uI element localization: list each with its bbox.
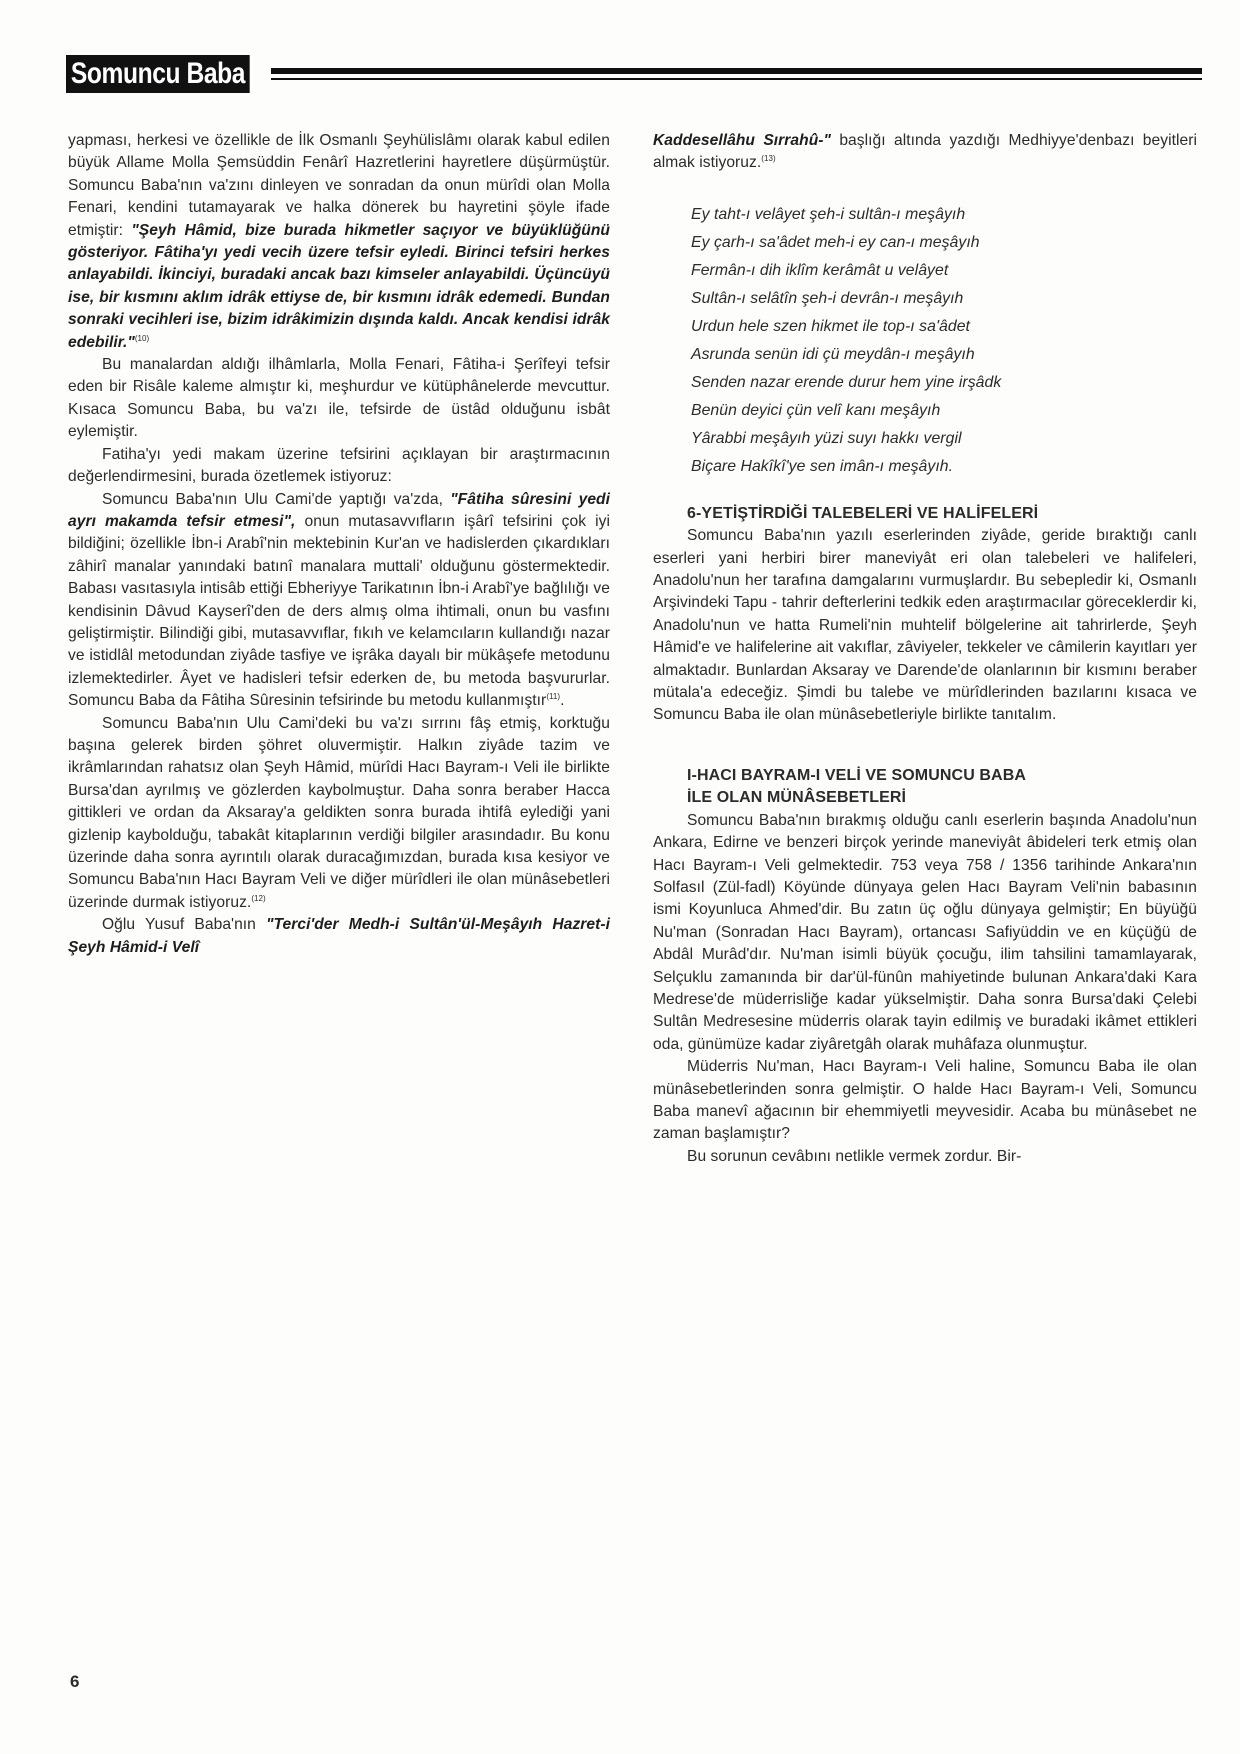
footnote-ref: (11) [546,691,561,701]
subsection-heading-line-2: İLE OLAN MÜNÂSEBETLERİ [687,789,907,807]
poem-line: Fermân-ı dih iklîm kerâmât u velâyet [691,261,949,279]
header-title: Somuncu Baba [66,55,250,93]
title-quote: Kaddesellâhu Sırrahû-" [653,132,831,149]
molla-fenari-quote: "Şeyh Hâmid, bize burada hikmetler saçıyor ve büyüklüğünü gösteriyor. Fâtiha'yı yedi vecih üzere tefsir eyledi. Birinci tefsiri herkes anlayabildi. İkinciyi, buradaki ancak bazı kimseler anlayabildi. Üçüncüyü ise, bir kısmını aklım idrâk ettiyse de, bir kısmını idrâk edemedi. Bundan sonraki vecihleri ise, bizim idrâkimizin dışında kaldı. Ancak kendisi idrâk edebilir." [68,221,610,351]
header-rule-thin [271,78,1202,80]
terci-quote: "Terci'der Medh-i Sultân'ül-Meşâyıh Hazret-i Şeyh Hâmid-i Velî [68,916,610,956]
subsection-heading-line-1: I-HACI BAYRAM-I VELİ VE SOMUNCU BABA [687,766,1027,784]
left-column [68,130,610,959]
left-paragraph-6: Oğlu Yusuf Baba'nın "Terci'der Medh-i Sultân'ül-Meşâyıh Hazret-i Şeyh Hâmid-i Velî [68,916,610,956]
left-paragraph-1: yapması, herkesi ve özellikle de İlk Osmanlı Şeyhülislâmı olarak kabul edilen büyük Allame Molla Şemsüddin Fenârî Hazretlerini hayretlere düşürmüştür. Somuncu Baba'nın va'zını dinleyen ve sonradan da onun mürîdi olan Molla Fenari, kendini tutamayarak ve halka dönerek bu hayretini şöyle ifade etmiştir: "Şeyh Hâmid, bize burada hikmetler saçıyor ve büyüklüğünü gösteriyor. Fâtiha'yı yedi vecih üzere tefsir eyledi. Birinci tefsiri herkes anlayabildi. İkinciyi, buradaki ancak bazı kimseler anlayabildi. Üçüncüyü ise, bir kısmını aklım idrâk ettiyse de, bir kısmını idrâk edemedi. Bundan sonraki vecihleri ise, bizim idrâkimizin dışında kaldı. Ancak kendisi idrâk edebilir."$^{(10)}$ [68,132,610,351]
fatiha-quote: "Fâtiha sûresini yedi ayrı makamda tefsir etmesi", [68,490,610,530]
section-heading: 6-YETİŞTİRDİĞİ TALEBELERİ VE HALİFELERİ [687,504,1039,522]
poem-line: Senden nazar erende durur hem yine irşâdk [691,373,1002,391]
left-paragraph-5: Somuncu Baba'nın Ulu Cami'deki bu va'zı sırrını fâş etmiş, korktuğu başına gelerek birden şöhret oluvermiştir. Halkın ziyâde tazim ve ikrâmlarından rahatsız olan Şeyh Hâmid, mürîdi Hacı Bayram-ı Veli ile birlikte Bursa'dan ayrılmış ve gözlerden kaybolmuştur. Daha sonra beraber Hacca gittikleri ve ordan da Aksaray'a geldikten sonra burada ihtifâ eylediği yani gizlenip kaybolduğu, tabakât kitaplarının verdiği bilgiler arasındadır. Bu konu üzerinde daha sonra ayrıntılı olarak duracağımızdan, burada kısa kesiyor ve Somuncu Baba'nın Hacı Bayram Veli ve diğer mürîdleri ile olan münâsebetleri üzerinde durmak istiyoruz.$^{(12)}$ [68,714,610,911]
poem-line: Biçare Hakîkî'ye sen imân-ı meşâyıh. [691,457,954,475]
right-paragraph-5: Bu sorunun cevâbını netlikle vermek zordur. Bir- [687,1147,1022,1165]
poem [691,201,1197,481]
page-number: 6 [70,1672,80,1691]
poem-line: Benün deyici çün velî kanı meşâyıh [691,401,941,419]
left-paragraph-2: Bu manalardan aldığı ilhâmlarla, Molla Fenari, Fâtiha-i Şerîfeyi tefsir eden bir Risâle kaleme almıştır ki, meşhurdur ve kütüphânelerde mevcuttur. Kısaca Somuncu Baba, bu va'zı ile, tefsirde de üstâd olduğunu isbât eylemiştir. [68,356,610,441]
running-header [66,52,1202,96]
left-paragraph-4: Somuncu Baba'nın Ulu Cami'de yaptığı va'zda, "Fâtiha sûresini yedi ayrı makamda tefsir etmesi", onun mutasavvıfların işârî tefsirini çok iyi bildiğini; özellikle İbn-i Arabî'nin mektebinin Kur'an ve hadislerden çıkardıkları zâhirî manalar yanındaki batınî manalara muttali' olduğunu göstermektedir. Babası vasıtasıyla intisâb ettiği Ebheriyye Tarikatının İbn-i Arabî'ye bağlılığı ve kendisinin Dâvud Kayserî'den de ders almış olma ihtimali, onun bu vasfını geliştirmiştir. Bilindiği gibi, mutasavvıflar, fıkıh ve kelamcıların kullandığı nazar ve istidlâl metodundan ziyâde tasfiye ve işrâka dayalı bir mükâşefe metodunu izlemektedirler. Âyet ve hadisleri tefsir ederken de, bu metoda başvururlar. Somuncu Baba da Fâtiha Sûresinin tefsirinde bu metodu kullanmıştır$^{(11)}$. [68,490,610,710]
poem-line: Ey çarh-ı sa'âdet meh-i ey can-ı meşâyıh [691,233,980,251]
right-paragraph-3: Somuncu Baba'nın bırakmış olduğu canlı eserlerin başında Anadolu'nun Ankara, Edirne ve benzeri birçok yerinde maneviyât âbideleri terk etmiş olan Hacı Bayram-ı Veli gelmektedir. 753 veya 758 / 1356 tarihinde Ankara'nın Solfasıl (Zül-fadl) Köyünde dünyaya gelen Hacı Bayram Veli'nin babasının ismi Koyunluca Ahmed'dir. Bu zatın üç oğlu dünyaya gelmiştir; En büyüğü Nu'man (Sonradan Hacı Bayram), ortancası Safiyüddin ve en küçüğü de Abdâl Murâd'dır. Nu'man isimli büyük çocuğu, ilim tahsilini tamamlayarak, Selçuklu zamanında bir dar'ül-fünûn mahiyetinde bulunan Ankara'daki Kara Medrese'de müderrisliğe kadar yükselmiştir. Daha sonra Bursa'daki Çelebi Sultân Medresesine müderris olarak tayin edilmiş ve buradaki ikâmet ettikleri oda, günümüze kadar ziyâretgâh olarak muhâfaza olunmuştur. [653,811,1197,1053]
poem-line: Asrunda senün idi çü meydân-ı meşâyıh [691,345,975,363]
footnote-ref: (13) [761,154,776,164]
right-column [653,130,1197,1168]
left-paragraph-3: Fatiha'yı yedi makam üzerine tefsirini açıklayan bir araştırmacının değerlendirmesini, burada özetlemek istiyoruz: [68,445,610,486]
poem-line: Urdun hele szen hikmet ile top-ı sa'âdet [691,317,970,335]
poem-line: Sultân-ı selâtîn şeh-i devrân-ı meşâyıh [691,289,964,307]
header-rule [271,68,1202,74]
poem-line: Ey taht-ı velâyet şeh-i sultân-ı meşâyıh [691,205,966,223]
footnote-ref: (12) [251,893,266,903]
right-paragraph-4: Müderris Nu'man, Hacı Bayram-ı Veli haline, Somuncu Baba ile olan münâsebetlerinden sonra gelmiştir. O halde Hacı Bayram-ı Veli, Somuncu Baba manevî ağacının bir ehemmiyetli meyvesidir. Acaba bu münâsebet ne zaman başlamıştır? [653,1058,1197,1143]
footnote-ref: (10) [134,333,150,343]
poem-line: Yârabbi meşâyıh yüzi suyı hakkı vergil [691,429,962,447]
right-paragraph-1: Kaddesellâhu Sırrahû-" başlığı altında yazdığı Medhiyye'denbazı beyitleri almak istiyoruz.$^{(13)}$ [653,132,1197,172]
right-paragraph-2: Somuncu Baba'nın yazılı eserlerinden ziyâde, geride bıraktığı canlı eserleri yani herbiri birer maneviyât eri olan talebeleri ve halifeleri, Anadolu'nun her tarafına damgalarını vurmuşlardır. Bu sebepledir ki, Osmanlı Arşivindeki Tapu - tahrir defterlerini tedkik eden araştırmacılar göreceklerdir ki, Anadolu'nun ve hatta Rumeli'nin muhtelif bölgelerine ait tahrirlerde, Şeyh Hâmid'e ve halifelerine ait vakıflar, zâviyeler, tekkeler ve câmilerin kayıtları yer almaktadır. Bunlardan Aksaray ve Darende'de olanlarının bir kısmını beraber mütala'a edeceğiz. Şimdi bu talebe ve mürîdlerinden bazılarını kısaca ve Somuncu Baba ile olan münâsebetleriyle birlikte tanıtalım. [653,527,1197,724]
